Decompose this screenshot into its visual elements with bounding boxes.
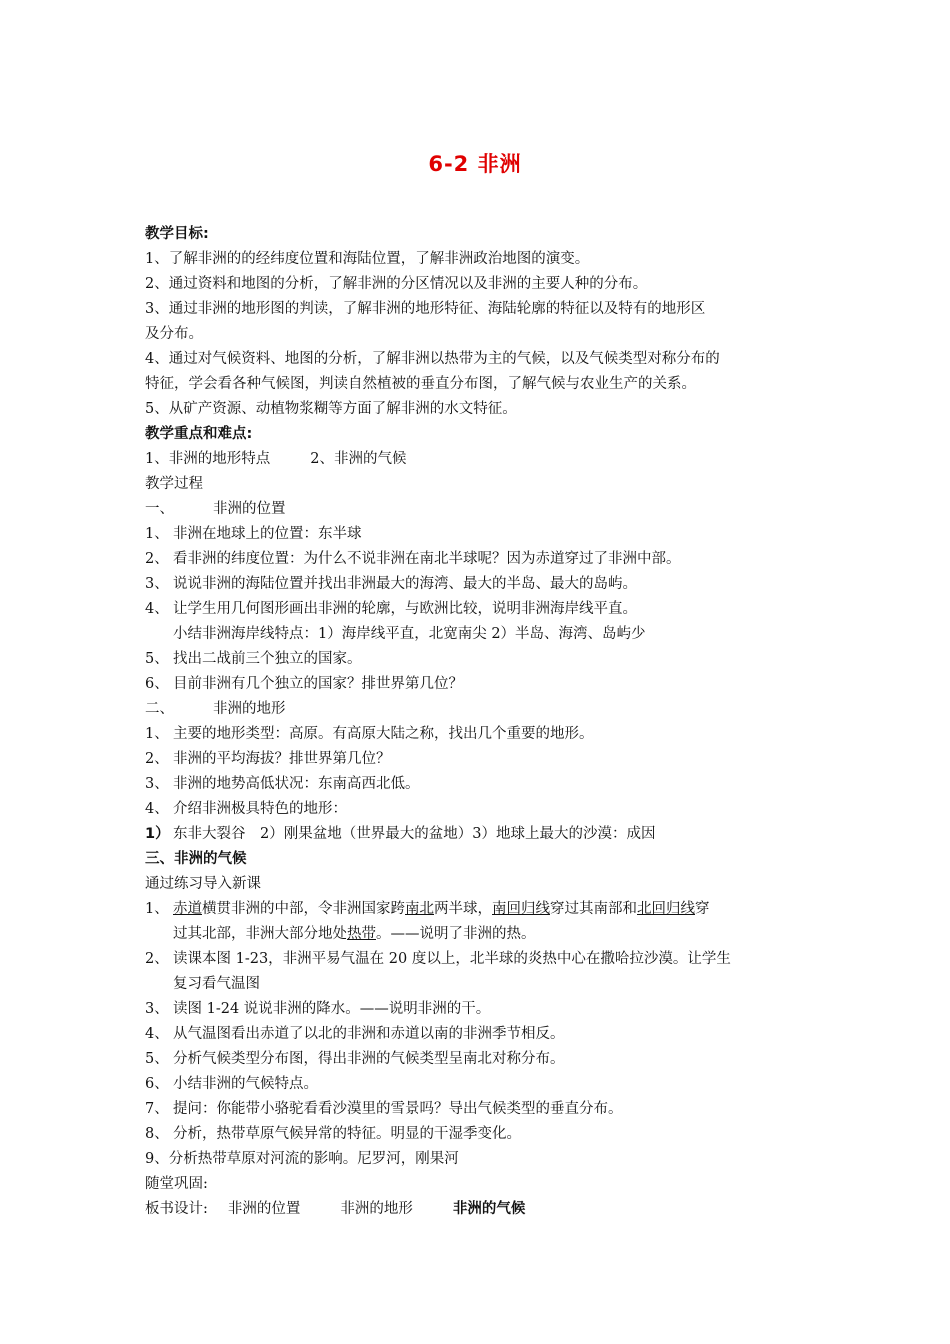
item-text: 东非大裂谷 2）刚果盆地（世界最大的盆地）3）地球上最大的沙漠：成因	[173, 826, 656, 842]
item-number: 3、	[145, 576, 169, 592]
item-number: 3、	[145, 776, 169, 792]
item-number: 5、	[145, 1051, 169, 1067]
item-text: 主要的地形类型：高原。有高原大陆之称，找出几个重要的地形。	[173, 726, 594, 742]
item-text: 说说非洲的海陆位置并找出非洲最大的海湾、最大的半岛、最大的岛屿。	[173, 576, 637, 592]
item-number: 1）	[145, 826, 170, 842]
board-design	[145, 1197, 815, 1222]
item-text: 非洲在地球上的位置：东半球	[173, 526, 362, 542]
list-item-continued: 复习看气温图	[173, 976, 260, 992]
list-item: 9、分析热带草原对河流的影响。尼罗河，刚果河	[145, 1151, 459, 1167]
list-item	[145, 797, 815, 822]
item-number: 6、	[145, 676, 169, 692]
list-item	[145, 1097, 815, 1122]
item-number: 2、	[145, 551, 169, 567]
item-text: 分析气候类型分布图，得出非洲的气候类型呈南北对称分布。	[173, 1051, 565, 1067]
item-text: 看非洲的纬度位置：为什么不说非洲在南北半球呢？因为赤道穿过了非洲中部。	[173, 551, 681, 567]
item-text: 穿	[695, 901, 710, 917]
item-text: 目前非洲有几个独立的国家？排世界第几位？	[173, 676, 463, 692]
objective-line: 5、从矿产资源、动植物浆糊等方面了解非洲的水文特征。	[145, 401, 517, 417]
underlined-term: 南回归线	[492, 901, 550, 917]
list-item	[145, 547, 815, 572]
item-text: 两半球，	[434, 901, 492, 917]
list-item	[145, 747, 815, 772]
section-number: 二、	[145, 701, 174, 717]
section-heading	[145, 697, 815, 722]
item-text: 非洲的平均海拔？排世界第几位？	[173, 751, 391, 767]
keypoint-2: 2、非洲的气候	[310, 451, 407, 467]
coastline-summary: 小结非洲海岸线特点：1）海岸线平直，北宽南尖 2）半岛、海湾、岛屿少	[173, 626, 646, 642]
board-item: 非洲的气候	[452, 1201, 526, 1217]
item-number: 4、	[145, 1026, 169, 1042]
list-item-continued	[145, 922, 815, 947]
item-number: 2、	[145, 751, 169, 767]
board-label: 板书设计:	[145, 1201, 208, 1217]
board-item: 非洲的地形	[340, 1201, 413, 1217]
list-item	[145, 572, 815, 597]
item-text: 穿过其南部和	[550, 901, 637, 917]
keypoint-1: 1、非洲的地形特点	[145, 451, 271, 467]
underlined-term: 热带	[347, 926, 376, 942]
item-number: 1、	[145, 526, 169, 542]
item-text: 。——说明了非洲的热。	[376, 926, 536, 942]
item-text: 从气温图看出赤道了以北的非洲和赤道以南的非洲季节相反。	[173, 1026, 565, 1042]
item-text: 读课本图 1-23，非洲平易气温在 20 度以上，北半球的炎热中心在撒哈拉沙漠。让学生	[173, 951, 731, 967]
document-body	[145, 222, 815, 1222]
list-item	[145, 597, 815, 622]
item-text: 小结非洲的气候特点。	[173, 1076, 318, 1092]
keypoints-line	[145, 447, 815, 472]
objectives-heading: 教学目标:	[145, 226, 209, 242]
list-item	[145, 947, 815, 972]
underlined-term: 北回归线	[637, 901, 695, 917]
item-text: 分析，热带草原气候异常的特征。明显的干湿季变化。	[173, 1126, 521, 1142]
list-item	[145, 722, 815, 747]
item-number: 8、	[145, 1126, 169, 1142]
underlined-term: 南北	[405, 901, 434, 917]
item-number: 5、	[145, 651, 169, 667]
consolidation-label: 随堂巩固:	[145, 1176, 208, 1192]
list-item	[145, 1122, 815, 1147]
page-title: 6-2 非洲	[428, 152, 522, 176]
intro-line: 通过练习导入新课	[145, 876, 261, 892]
keypoints-heading: 教学重点和难点:	[145, 426, 253, 442]
item-number: 4、	[145, 601, 169, 617]
item-text: 介绍非洲极具特色的地形：	[173, 801, 347, 817]
item-text: 让学生用几何图形画出非洲的轮廓，与欧洲比较，说明非洲海岸线平直。	[173, 601, 637, 617]
item-number: 3、	[145, 1001, 169, 1017]
item-number: 4、	[145, 801, 169, 817]
section-heading: 三、非洲的气候	[145, 851, 247, 867]
objective-line: 2、通过资料和地图的分析，了解非洲的分区情况以及非洲的主要人种的分布。	[145, 276, 648, 292]
objective-line: 特征，学会看各种气候图，判读自然植被的垂直分布图，了解气候与农业生产的关系。	[145, 376, 696, 392]
list-item	[145, 1047, 815, 1072]
item-number: 2、	[145, 951, 169, 967]
item-text: 非洲的地势高低状况：东南高西北低。	[173, 776, 420, 792]
item-text: 读图 1-24 说说非洲的降水。——说明非洲的干。	[173, 1001, 491, 1017]
item-number: 7、	[145, 1101, 169, 1117]
objective-line: 及分布。	[145, 326, 203, 342]
section-title: 非洲的地形	[213, 701, 286, 717]
item-text: 找出二战前三个独立的国家。	[173, 651, 362, 667]
list-item	[145, 672, 815, 697]
underlined-term: 赤道	[173, 901, 202, 917]
list-item	[145, 522, 815, 547]
list-item	[145, 647, 815, 672]
item-number: 6、	[145, 1076, 169, 1092]
section-title: 非洲的位置	[213, 501, 286, 517]
objective-line: 3、通过非洲的地形图的判读，了解非洲的地形特征、海陆轮廓的特征以及特有的地形区	[145, 301, 706, 317]
item-text: 提问：你能带小骆驼看看沙漠里的雪景吗？导出气候类型的垂直分布。	[173, 1101, 623, 1117]
section-number: 一、	[145, 501, 174, 517]
item-number: 1、	[145, 901, 169, 917]
objective-line: 1、了解非洲的的经纬度位置和海陆位置，了解非洲政治地图的演变。	[145, 251, 590, 267]
list-item	[145, 1072, 815, 1097]
process-heading: 教学过程	[145, 476, 203, 492]
objective-line: 4、通过对气候资料、地图的分析，了解非洲以热带为主的气候，以及气候类型对称分布的	[145, 351, 720, 367]
list-item	[145, 897, 815, 922]
list-item	[145, 1022, 815, 1047]
list-item	[145, 997, 815, 1022]
landform-features	[145, 822, 815, 847]
item-number: 1、	[145, 726, 169, 742]
item-text: 过其北部，非洲大部分地处	[173, 926, 347, 942]
section-heading	[145, 497, 815, 522]
board-item: 非洲的位置	[227, 1201, 301, 1217]
list-item	[145, 772, 815, 797]
item-text: 横贯非洲的中部，令非洲国家跨	[202, 901, 405, 917]
